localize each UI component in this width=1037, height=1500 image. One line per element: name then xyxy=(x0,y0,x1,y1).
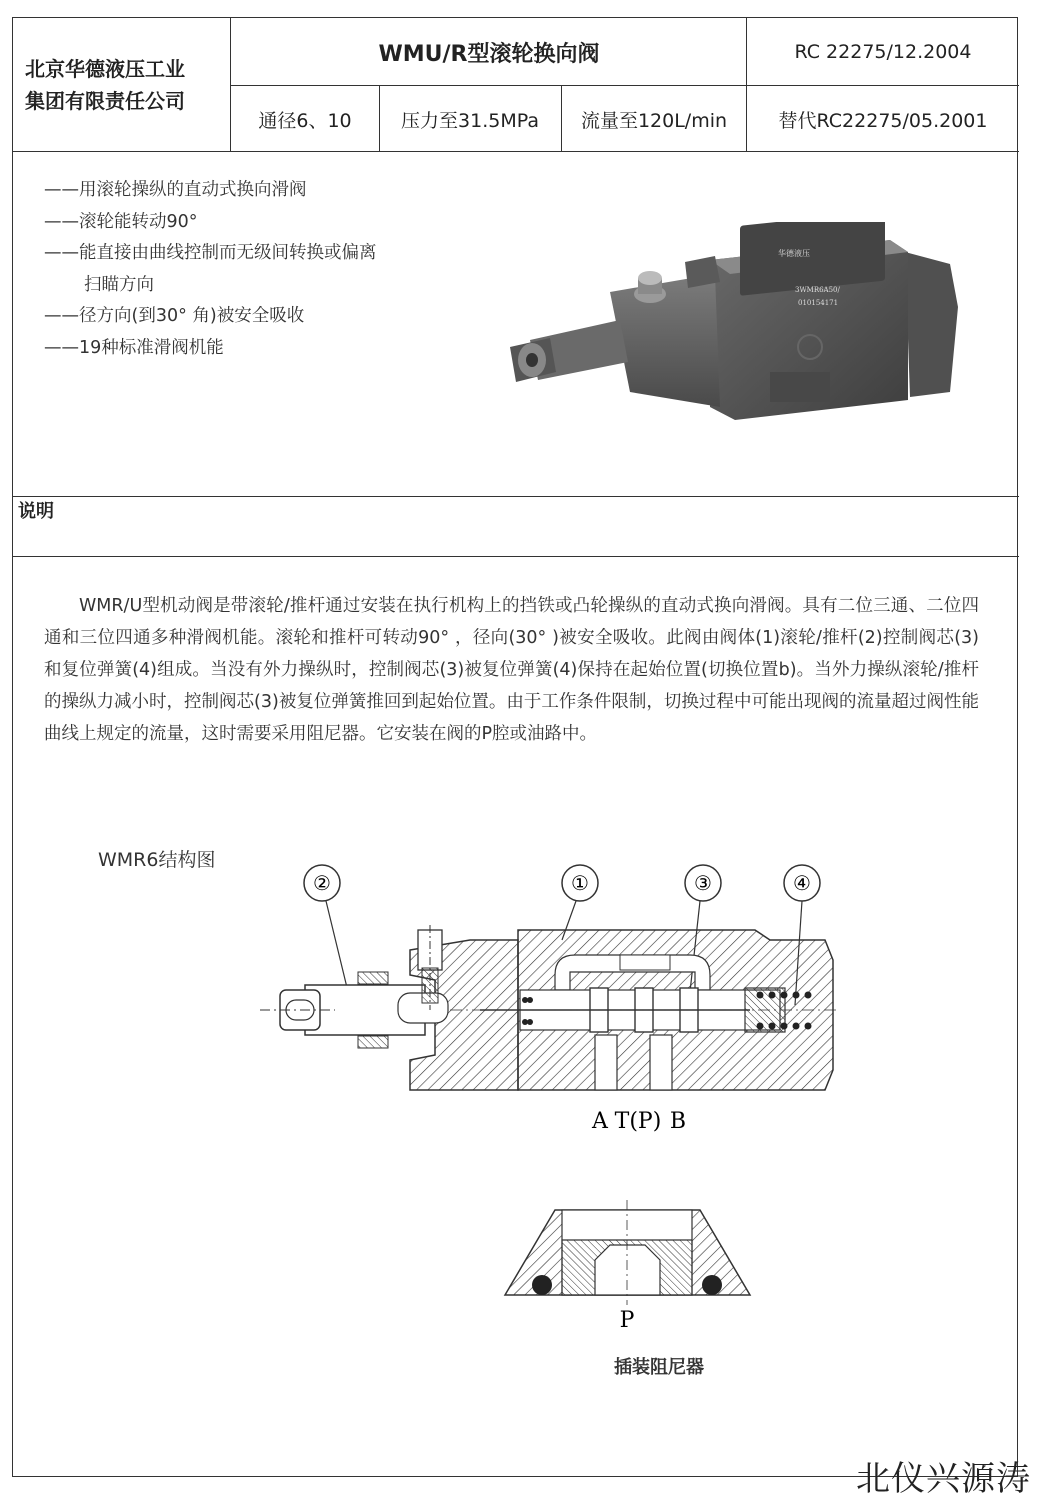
damper-caption: 插装阻尼器 xyxy=(614,1357,704,1378)
company-name xyxy=(13,18,231,152)
port-label-tp: T(P) xyxy=(614,1109,662,1134)
feature-item: ——用滚轮操纵的直动式换向滑阀 xyxy=(44,180,307,200)
watermark: 北仪兴源涛 xyxy=(856,1459,1031,1499)
svg-text:③: ③ xyxy=(694,871,712,895)
features-bottom-line xyxy=(13,496,1019,497)
spec-size: 通径6、10 xyxy=(258,109,352,132)
svg-text:①: ① xyxy=(571,871,589,895)
feature-list xyxy=(44,175,377,364)
feature-item: 扫瞄方向 xyxy=(84,274,154,295)
spec-replaces: 替代RC22275/05.2001 xyxy=(778,109,988,132)
feature-item: ——19种标准滑阀机能 xyxy=(44,337,224,358)
spec-flow: 流量至120L/min xyxy=(580,109,728,132)
section-title: 说明 xyxy=(18,501,54,522)
nameplate-model-text: 3WMR6A50/ xyxy=(795,286,840,294)
nameplate-serial-text: 010154171 xyxy=(798,299,839,307)
product-photo xyxy=(510,222,970,432)
callout-2 xyxy=(304,865,350,1000)
damper-cross-section xyxy=(500,1195,760,1330)
company-line-2: 集团有限责任公司 xyxy=(25,89,185,113)
svg-text:②: ② xyxy=(313,871,331,895)
nameplate-top-text: 华德液压 xyxy=(778,249,810,258)
feature-item: ——能直接由曲线控制而无级间转换或偏离 xyxy=(44,243,377,263)
company-line-1: 北京华德液压工业 xyxy=(25,57,185,81)
document-code: RC 22275/12.2004 xyxy=(794,41,972,63)
valve-cross-section xyxy=(250,860,850,1150)
feature-item: ——滚轮能转动90° xyxy=(44,211,198,232)
description-text: WMR/U型机动阀是带滚轮/推杆通过安装在执行机构上的挡铁或凸轮操纵的直动式换向滑阀。具有二位三通、二位四通和三位四通多种滑阀机能。滚轮和推杆可转动90° ，径向(30° )被安全吸收。此阀由阀体(1)滚轮/推杆(2)控制阀芯(3)和复位弹簧(4)组成。当没有外力操纵时，控制阀芯(3)被复位弹簧(4)保持在起始位置(切换位置b)。当外力操纵滚轮/推杆的操纵力减小时，控制阀芯(3)被复位弹簧推回到起始位置。由于工作条件限制，切换过程中可能出现阀的流量超过阀性能曲线上规定的流量，这时需要采用阻尼器。它安装在阀的P腔或油路中。 xyxy=(44,596,979,744)
feature-item: ——径方向(到30° 角)被安全吸收 xyxy=(44,306,305,326)
spec-pressure: 压力至31.5MPa xyxy=(401,109,539,132)
svg-text:④: ④ xyxy=(793,871,811,895)
description-paragraph xyxy=(44,590,979,750)
port-label-a: A xyxy=(592,1109,608,1134)
section-title-bottom-line xyxy=(13,556,1019,557)
product-title: WMU/R型滚轮换向阀 xyxy=(378,41,600,67)
damper-port-label: P xyxy=(619,1308,635,1330)
callout-1 xyxy=(562,865,598,940)
diagram-caption: WMR6结构图 xyxy=(98,849,216,871)
port-label-b: B xyxy=(669,1109,687,1134)
